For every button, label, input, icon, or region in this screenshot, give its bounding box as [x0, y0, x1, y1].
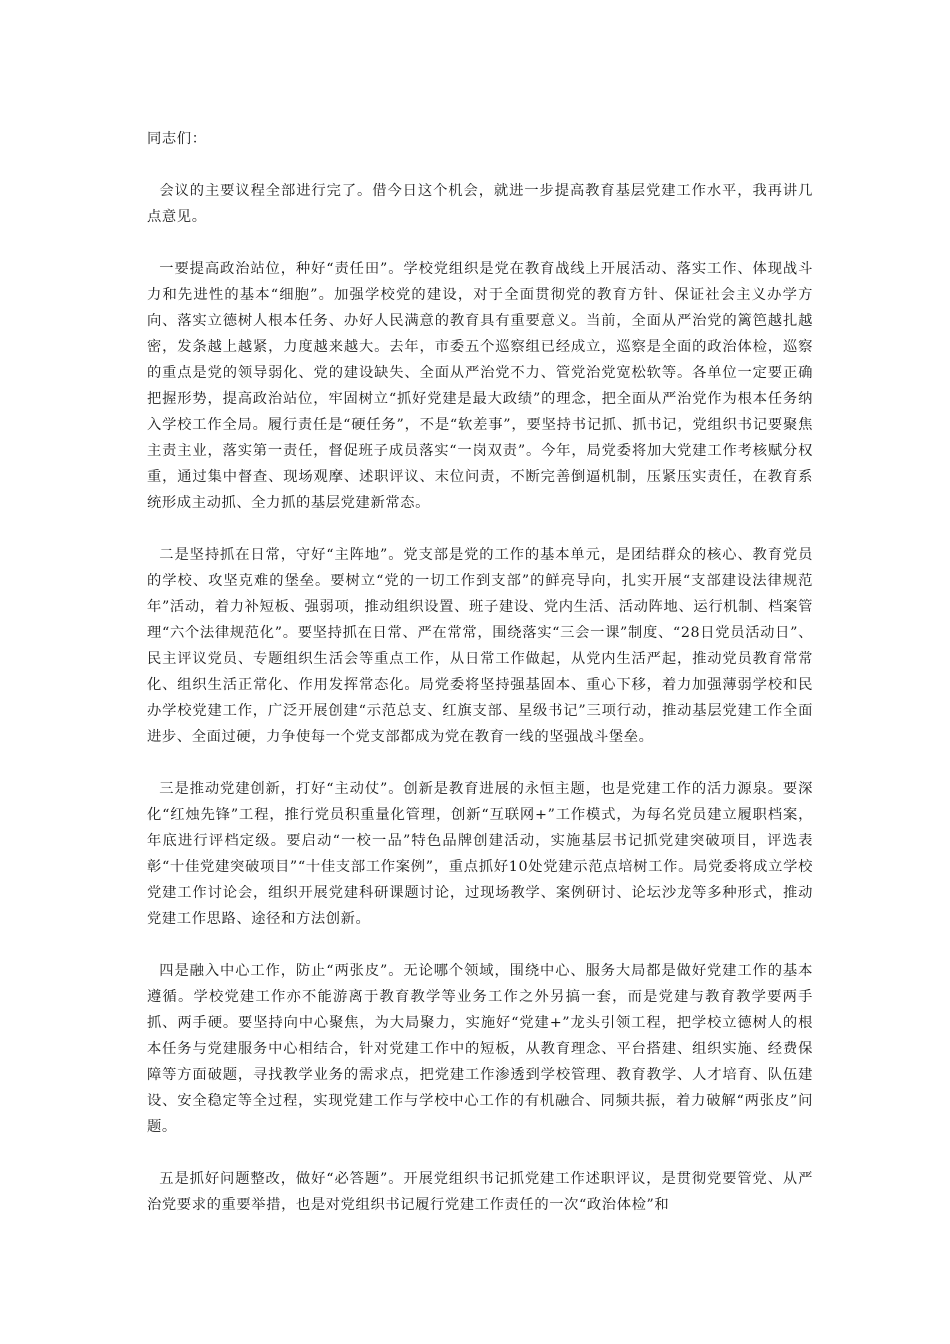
paragraph-1 [147, 178, 813, 230]
paragraph-3 [147, 542, 813, 750]
paragraph-5 [147, 958, 813, 1140]
paragraph-text: 四是融入中心工作，防止“两张皮”。无论哪个领域，围绕中心、服务大局都是做好党建工作的基本遵循。学校党建工作亦不能游离于教育教学等业务工作之外另搞一套，而是党建与教育教学要两手抓、两手硬。要坚持向中心聚焦，为大局聚力，实施好“党建+”龙头引领工程，把学校立德树人的根本任务与党建服务中心相结合，针对党建工作中的短板，从教育理念、平台搭建、组织实施、经费保障等方面破题，寻找教学业务的需求点，把党建工作渗透到学校管理、教育教学、人才培育、队伍建设、安全稳定等全过程，实现党建工作与学校中心工作的有机融合、同频共振，着力破解“两张皮”问题。 [147, 963, 813, 1135]
paragraph-text: 会议的主要议程全部进行完了。借今日这个机会，就进一步提高教育基层党建工作水平，我再讲几点意见。 [147, 183, 813, 225]
paragraph-6 [147, 1166, 813, 1218]
salutation [147, 126, 813, 152]
paragraph-text: 三是推动党建创新，打好“主动仗”。创新是教育进展的永恒主题，也是党建工作的活力源泉。要深化“红烛先锋”工程，推行党员积重量化管理，创新“互联网+”工作模式，为每名党员建立履职档案，年底进行评档定级。要启动“一校一品”特色品牌创建活动，实施基层书记抓党建突破项目，评选表彰“十佳党建突破项目”“十佳支部工作案例”，重点抓好10处党建示范点培树工作。局党委将成立学校党建工作讨论会，组织开展党建科研课题讨论，过现场教学、案例研讨、论坛沙龙等多种形式，推动党建工作思路、途径和方法创新。 [147, 781, 813, 927]
document-body [147, 126, 813, 1244]
salutation-text: 同志们： [147, 131, 207, 147]
paragraph-text: 五是抓好问题整改，做好“必答题”。开展党组织书记抓党建工作述职评议，是贯彻党要管党、从严治党要求的重要举措，也是对党组织书记履行党建工作责任的一次“政治体检”和 [147, 1171, 813, 1213]
paragraph-2 [147, 256, 813, 516]
paragraph-text: 一要提高政治站位，种好“责任田”。学校党组织是党在教育战线上开展活动、落实工作、体现战斗力和先进性的基本“细胞”。加强学校党的建设，对于全面贯彻党的教育方针、保证社会主义办学方向、落实立德树人根本任务、办好人民满意的教育具有重要意义。当前，全面从严治党的篱笆越扎越密，发条越上越紧，力度越来越大。去年，市委五个巡察组已经成立，巡察是全面的政治体检，巡察的重点是党的领导弱化、党的建设缺失、全面从严治党不力、管党治党宽松软等。各单位一定要正确把握形势，提高政治站位，牢固树立“抓好党建是最大政绩”的理念，把全面从严治党作为根本任务纳入学校工作全局。履行责任是“硬任务”，不是“软差事”，要坚持书记抓、抓书记，党组织书记要聚焦主责主业，落实第一责任，督促班子成员落实“一岗双责”。今年，局党委将加大党建工作考核赋分权重，通过集中督查、现场观摩、述职评议、末位问责，不断完善倒逼机制，压紧压实责任，在教育系统形成主动抓、全力抓的基层党建新常态。 [147, 261, 813, 511]
paragraph-text: 二是坚持抓在日常，守好“主阵地”。党支部是党的工作的基本单元，是团结群众的核心、教育党员的学校、攻坚克难的堡垒。要树立“党的一切工作到支部”的鲜亮导向，扎实开展“支部建设法律规范年”活动，着力补短板、强弱项，推动组织设置、班子建设、党内生活、活动阵地、运行机制、档案管理“六个法律规范化”。要坚持抓在日常、严在常常，围绕落实“三会一课”制度、“28日党员活动日”、民主评议党员、专题组织生活会等重点工作，从日常工作做起，从党内生活严起，推动党员教育常常化、组织生活正常化、作用发挥常态化。局党委将坚持强基固本、重心下移，着力加强薄弱学校和民办学校党建工作，广泛开展创建“示范总支、红旗支部、星级书记”三项行动，推动基层党建工作全面进步、全面过硬，力争使每一个党支部都成为党在教育一线的坚强战斗堡垒。 [147, 547, 813, 745]
paragraph-4 [147, 776, 813, 932]
